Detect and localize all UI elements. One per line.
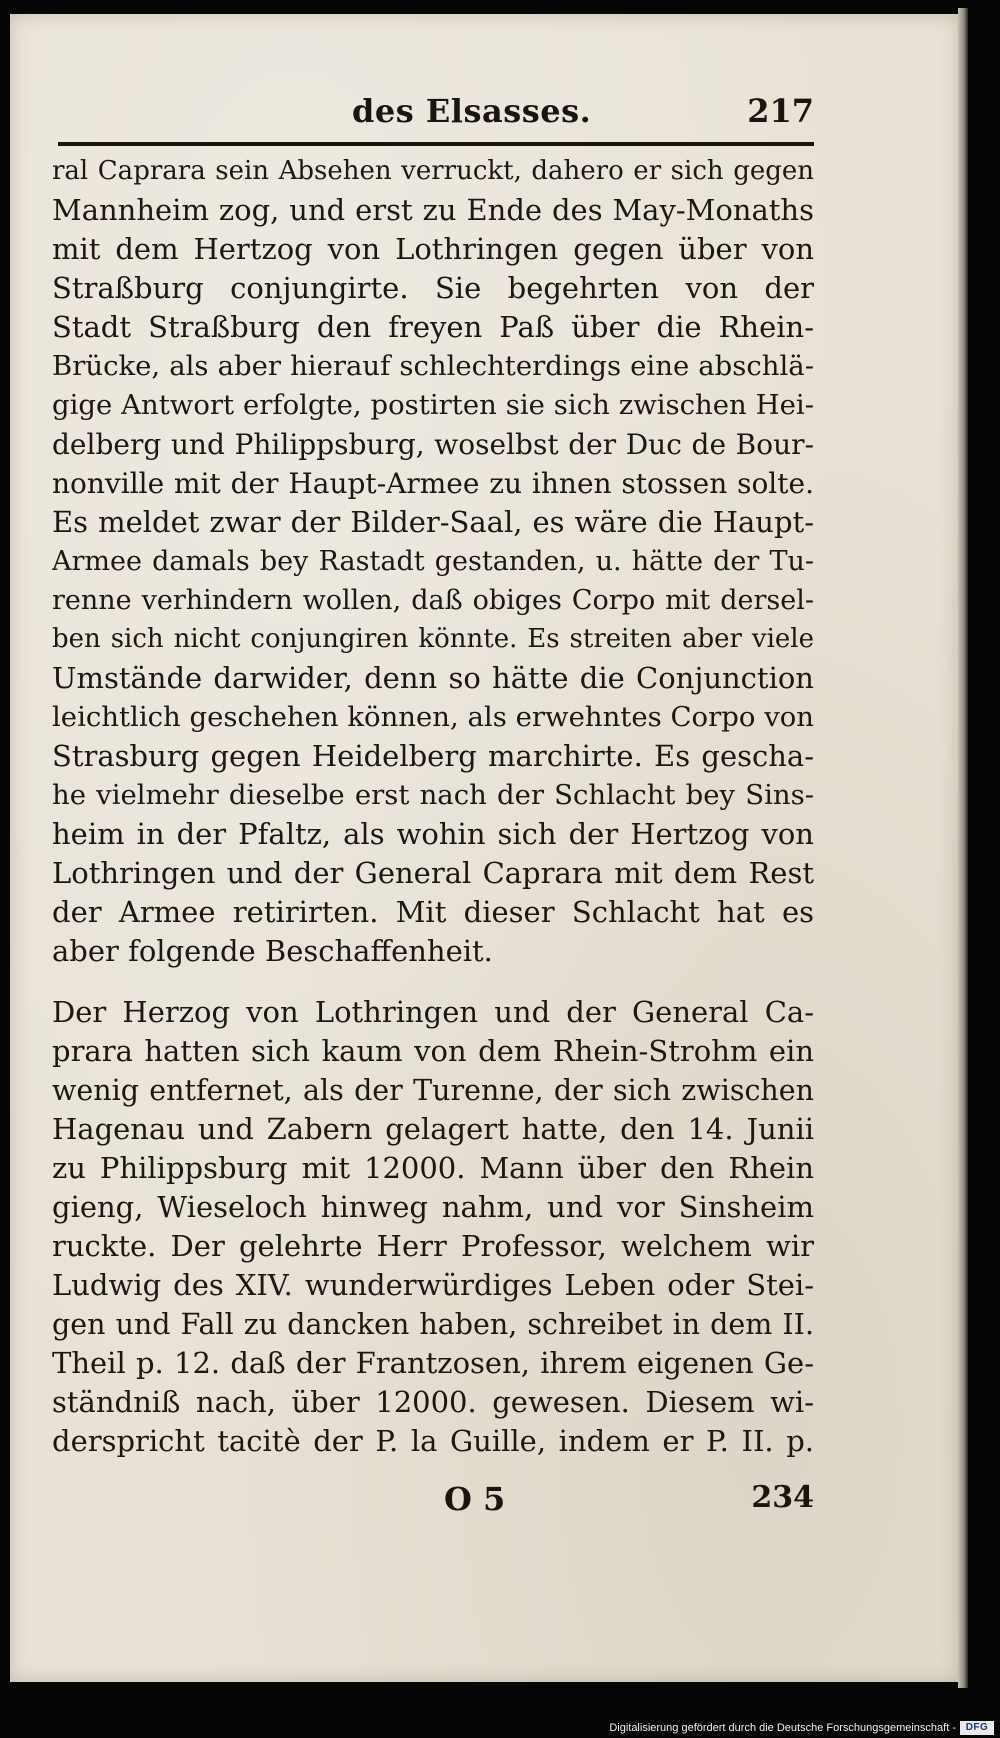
running-head: des Elsasses. <box>352 92 592 130</box>
text-line: gige Antwort erfolgte, postirten sie sich zwischen Hei- <box>52 389 814 421</box>
text-line: gen und Fall zu dancken haben, schreibet in dem II. <box>52 1308 814 1341</box>
text-line: Umstände darwider, denn so hätte die Conjunction <box>52 661 814 695</box>
text-line: mit dem Hertzog von Lothringen gegen über von <box>52 232 814 266</box>
text-line: wenig entfernet, als der Turenne, der sich zwischen <box>52 1074 814 1107</box>
text-line: Lothringen und der General Caprara mit dem Rest <box>52 856 814 890</box>
page-number: 217 <box>747 92 814 130</box>
text-line: Es meldet zwar der Bilder-Saal, es wäre die Haupt- <box>52 505 814 539</box>
paragraph-2 <box>52 993 814 1461</box>
text-line: Brücke, als aber hierauf schlechterdings eine abschlä- <box>52 350 814 382</box>
text-line: Ludwig des XIV. wunderwürdiges Leben oder Stei- <box>52 1268 814 1302</box>
dfg-logo-icon: DFG <box>960 1721 994 1735</box>
text-line: Hagenau und Zabern gelagert hatte, den 14. Junii <box>52 1112 814 1146</box>
text-line: aber folgende Beschaffenheit. <box>52 934 493 968</box>
text-line: ben sich nicht conjungiren könnte. Es streiten aber viele <box>52 624 814 654</box>
text-line: Armee damals bey Rastadt gestanden, u. hätte der Tu- <box>52 546 814 577</box>
text-line: nonville mit der Haupt-Armee zu ihnen stossen solte. <box>52 467 814 500</box>
header-rule <box>58 142 814 146</box>
page-header <box>52 88 814 136</box>
text-line: he vielmehr dieselbe erst nach der Schlacht bey Sins- <box>52 779 814 811</box>
text-line: heim in der Pfaltz, als wohin sich der Hertzog von <box>52 817 814 851</box>
text-line: Theil p. 12. daß der Frantzosen, ihrem eigenen Ge- <box>52 1346 814 1380</box>
text-line: Straßburg conjungirte. Sie begehrten von der <box>52 271 814 305</box>
text-line: prara hatten sich kaum von dem Rhein-Strohm ein <box>52 1034 814 1068</box>
text-line: derspricht tacitè der P. la Guille, indem er P. II. p. <box>52 1424 814 1458</box>
text-line: leichtlich geschehen können, als erwehntes Corpo von <box>52 701 814 733</box>
text-line: ständniß nach, über 12000. gewesen. Diesem wi- <box>52 1385 814 1419</box>
text-line: Strasburg gegen Heidelberg marchirte. Es gescha- <box>52 739 814 773</box>
text-line: renne verhindern wollen, daß obiges Corpo mit dersel- <box>52 585 814 616</box>
page-footer <box>52 1478 814 1522</box>
text-line: ral Caprara sein Absehen verruckt, dahero er sich gegen <box>52 156 814 186</box>
text-line: delberg und Philippsburg, woselbst der Duc de Bour- <box>52 428 814 461</box>
body-text <box>52 152 814 1461</box>
text-line: gieng, Wieseloch hinweg nahm, und vor Sinsheim <box>52 1190 814 1224</box>
text-line: Der Herzog von Lothringen und der General Ca- <box>52 995 814 1029</box>
digitization-credit: Digitalisierung gefördert durch die Deutsche Forschungsgemeinschaft - <box>609 1722 956 1734</box>
signature-mark: O 5 <box>444 1480 506 1518</box>
page-edge-shadow <box>958 8 968 1688</box>
text-line: zu Philippsburg mit 12000. Mann über den Rhein <box>52 1151 814 1185</box>
catchword: 234 <box>751 1480 814 1515</box>
text-line: Stadt Straßburg den freyen Paß über die Rhein- <box>52 310 814 344</box>
text-line: der Armee retirirten. Mit dieser Schlacht hat es <box>52 895 814 929</box>
text-line: ruckte. Der gelehrte Herr Professor, welchem wir <box>52 1229 814 1263</box>
text-line: Mannheim zog, und erst zu Ende des May-Monaths <box>52 193 814 227</box>
paragraph-1 <box>52 152 814 971</box>
